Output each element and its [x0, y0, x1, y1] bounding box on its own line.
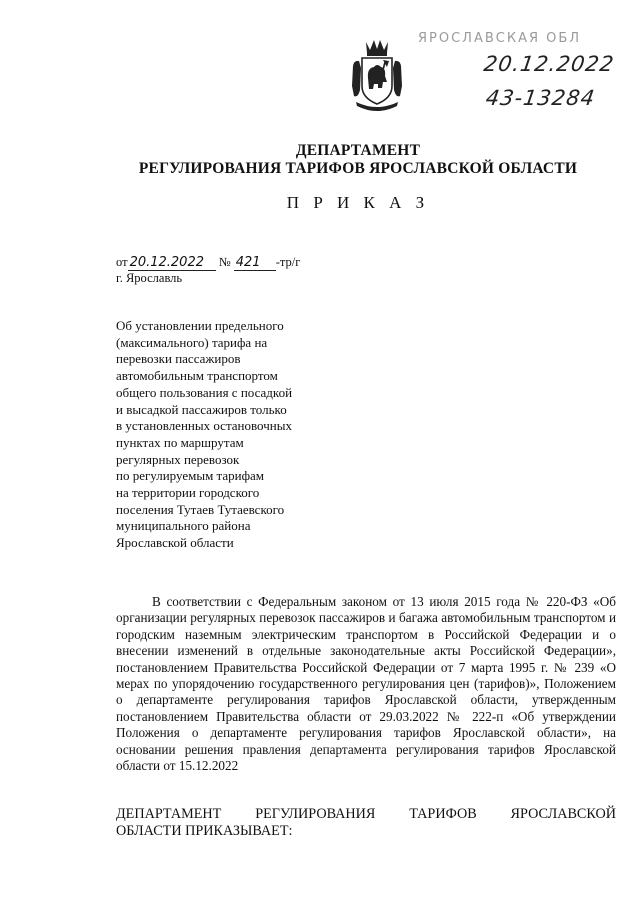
- subject-line: автомобильным транспортом: [116, 368, 278, 384]
- subject-line: пунктах по маршрутам: [116, 434, 244, 450]
- order-subject: [116, 318, 336, 552]
- order-city: г. Ярославль: [116, 271, 183, 285]
- order-prefix: от: [116, 255, 128, 269]
- document-type-title: П Р И К А З: [286, 193, 430, 212]
- order-date: 20.12.2022: [128, 256, 216, 271]
- preamble-paragraph: В соответствии с Федеральным законом от 13 июля 2015 года № 220-ФЗ «Об организации регулярных перевозок пассажиров и багажа автомобильным транспортом и городским наземным электрическим транспортом в Российской Федерации и о внесении изменений в отдельные законодательные акты Российской Федерации», постановлением Правительства Российской Федерации от 7 марта 1995 г. № 239 «О мерах по упорядочению государственного регулирования цен (тарифов)», Положением о департаменте регулирования тарифов Ярославской области, утвержденным постановлением Правительства области от 29.03.2022 № 222-п «Об утверждении Положения о департаменте регулирования тарифов Ярославской области», на основании решения правления департамента регулирования тарифов Ярославской области от 15.12.2022: [116, 594, 616, 774]
- svg-text:ЯРОСЛАВСКАЯ ОБЛ: ЯРОСЛАВСКАЯ ОБЛ: [418, 31, 582, 46]
- stamp-registration-number: 43-13284: [484, 86, 597, 110]
- subject-line: регулярных перевозок: [116, 451, 240, 467]
- department-title-line1: ДЕПАРТАМЕНТ: [295, 142, 421, 159]
- subject-line: муниципального района: [116, 518, 251, 534]
- order-number: 421: [234, 256, 276, 271]
- subject-line: поселения Тутаев Тутаевского: [116, 501, 285, 517]
- subject-line: общего пользования с посадкой: [116, 384, 293, 400]
- department-title-line2: РЕГУЛИРОВАНИЯ ТАРИФОВ ЯРОСЛАВСКОЙ ОБЛАСТИ: [138, 160, 578, 177]
- subject-line: Ярославской области: [116, 535, 234, 551]
- subject-line: по регулируемым тарифам: [116, 468, 265, 484]
- order-number-suffix: -тр/г: [275, 255, 301, 269]
- closing-line-1: ДЕПАРТАМЕНТ РЕГУЛИРОВАНИЯ ТАРИФОВ ЯРОСЛАВСКОЙ: [116, 806, 616, 822]
- subject-line: (максимального) тарифа на: [116, 334, 268, 350]
- order-number-sign: №: [218, 255, 231, 269]
- subject-line: Об установлении предельного: [116, 318, 284, 333]
- stamp-date: 20.12.2022: [482, 52, 616, 76]
- subject-line: перевозки пассажиров: [116, 351, 241, 367]
- subject-line: в установленных остановочных: [116, 418, 292, 434]
- coat-of-arms-emblem: [350, 38, 404, 114]
- subject-line: и высадкой пассажиров только: [116, 401, 287, 417]
- closing-line-2: ОБЛАСТИ ПРИКАЗЫВАЕТ:: [116, 823, 293, 839]
- registration-stamp-faint: [418, 26, 616, 48]
- subject-line: на территории городского: [116, 485, 260, 501]
- order-date-number-line: [116, 255, 300, 271]
